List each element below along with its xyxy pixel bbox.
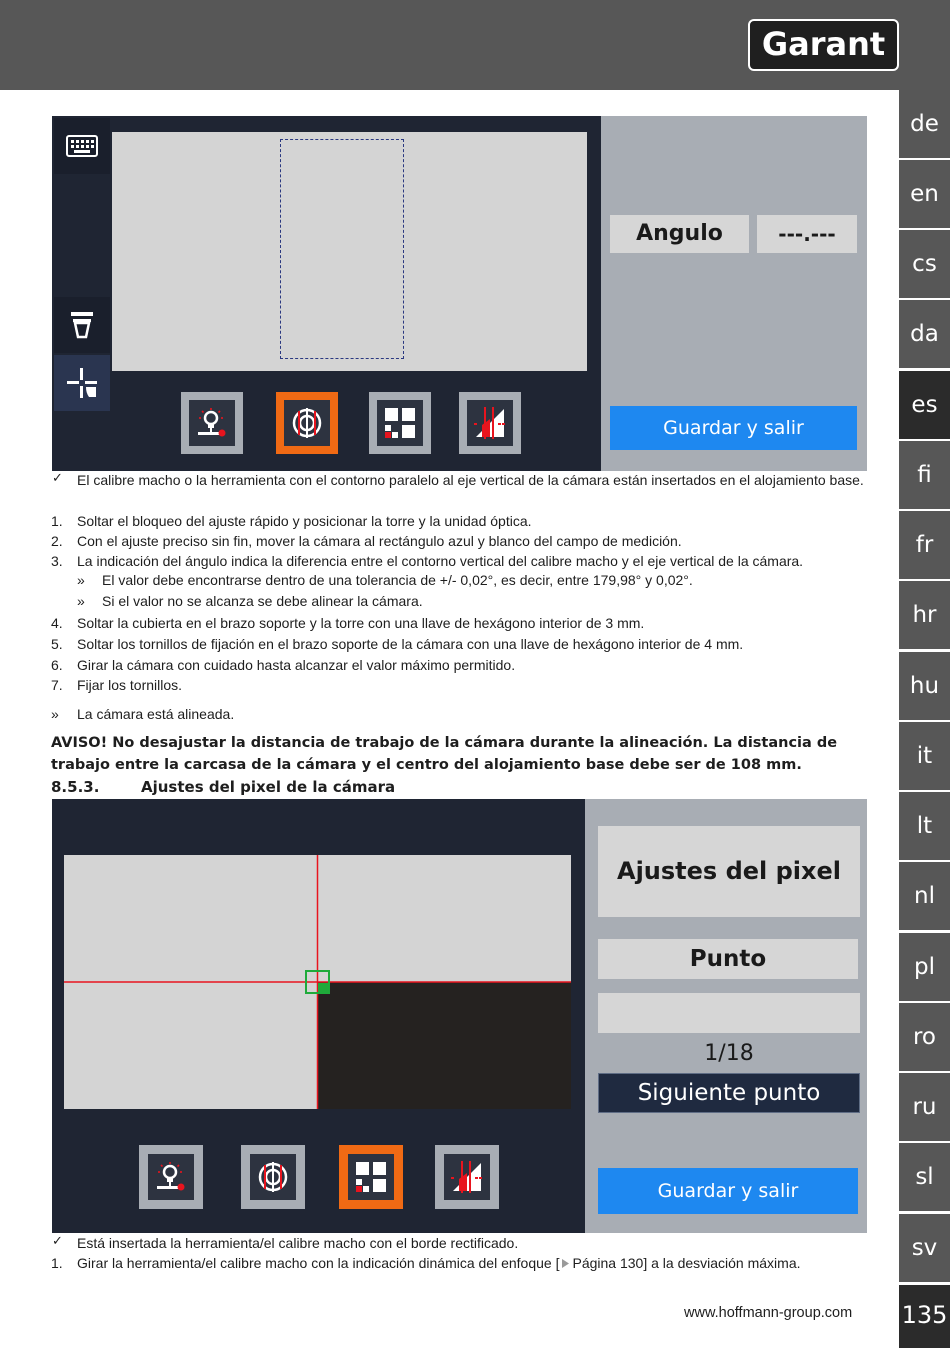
tool-light-button[interactable] (139, 1145, 203, 1209)
step-number: 3. (51, 553, 63, 569)
tool-grid-button[interactable] (369, 392, 431, 454)
pixel-settings-screen (52, 799, 867, 1233)
lang-tab-pl[interactable]: pl (899, 933, 950, 1001)
focus-icon (289, 405, 325, 441)
step-text: Soltar el bloqueo del ajuste rápido y posicionar la torre y la unidad óptica. (77, 513, 532, 529)
point-counter: 1/18 (704, 1041, 754, 1066)
step-number: 7. (51, 677, 63, 693)
result-text: La cámara está alineada. (77, 706, 235, 722)
camera-view (64, 855, 571, 1109)
save-and-exit-button[interactable]: Guardar y salir (598, 1168, 858, 1214)
step-number: 5. (51, 636, 63, 652)
step-text (77, 1253, 877, 1273)
substep-text: El valor debe encontrarse dentro de una tolerancia de +/- 0,02°, es decir, entre 179,98° y 0,02°. (102, 572, 693, 588)
check-mark-icon: ✓ (52, 471, 63, 486)
page-reference-link[interactable]: Página 130 (572, 1255, 644, 1271)
substep-mark: » (77, 572, 85, 588)
step-text: Con el ajuste preciso sin fin, mover la cámara al rectángulo azul y blanco del campo de medición. (77, 533, 682, 549)
measurement-rectangle (280, 139, 404, 359)
camera-view (112, 132, 587, 371)
tool-grid-button[interactable] (339, 1145, 403, 1209)
keyboard-icon[interactable] (54, 118, 110, 174)
tool-light-button[interactable] (181, 392, 243, 454)
result-mark: » (51, 706, 59, 722)
tool-focus-button[interactable] (241, 1145, 305, 1209)
alignment-icon (449, 1159, 485, 1195)
step-text-start: Girar la herramienta/el calibre macho con la indicación dinámica del enfoque [ (77, 1255, 560, 1271)
lang-tab-fi[interactable]: fi (899, 441, 950, 509)
next-point-button[interactable]: Siguiente punto (598, 1073, 860, 1113)
section-number: 8.5.3. (51, 778, 100, 796)
lang-tab-hu[interactable]: hu (899, 652, 950, 720)
point-label: Punto (598, 939, 858, 979)
language-sidebar (899, 90, 950, 1348)
step-number: 1. (51, 513, 63, 529)
grid-icon (354, 1160, 388, 1194)
precondition-text: Está insertada la herramienta/el calibre macho con el borde rectificado. (77, 1235, 519, 1251)
substep-text: Si el valor no se alcanza se debe alinear la cámara. (102, 593, 423, 609)
step-number: 2. (51, 533, 63, 549)
step-text: Girar la cámara con cuidado hasta alcanzar el valor máximo permitido. (77, 657, 516, 673)
lang-tab-es[interactable]: es (899, 371, 950, 439)
angle-value: ---.--- (757, 215, 857, 253)
save-and-exit-button[interactable]: Guardar y salir (610, 406, 857, 450)
page-number: 135 (899, 1285, 950, 1348)
alignment-icon (472, 405, 508, 441)
lang-tab-ro[interactable]: ro (899, 1003, 950, 1071)
grid-icon (383, 406, 417, 440)
lang-tab-en[interactable]: en (899, 160, 950, 228)
substep-mark: » (77, 593, 85, 609)
lang-tab-lt[interactable]: lt (899, 792, 950, 860)
lang-tab-de[interactable]: de (899, 90, 950, 158)
light-icon (195, 406, 229, 440)
holder-icon[interactable] (54, 297, 110, 353)
lang-tab-ru[interactable]: ru (899, 1073, 950, 1141)
side-toolbar (52, 116, 112, 471)
step-number: 4. (51, 615, 63, 631)
tool-alignment-button[interactable] (459, 392, 521, 454)
step-text-end: ] a la desviación máxima. (643, 1255, 801, 1271)
focus-icon (255, 1159, 291, 1195)
step-number: 6. (51, 657, 63, 673)
play-arrow-icon (561, 1258, 570, 1269)
lang-tab-fr[interactable]: fr (899, 511, 950, 579)
tool-alignment-button[interactable] (435, 1145, 499, 1209)
angle-label: Angulo (610, 215, 749, 253)
garant-logo: Garant (748, 19, 899, 71)
step-number: 1. (51, 1255, 63, 1271)
check-mark-icon: ✓ (52, 1234, 63, 1249)
point-value-field (598, 993, 860, 1033)
panel-title: Ajustes del pixel (598, 826, 860, 917)
lang-tab-da[interactable]: da (899, 300, 950, 368)
crosshair-icon[interactable] (54, 355, 110, 411)
section-title: Ajustes del pixel de la cámara (141, 778, 396, 796)
angle-panel (601, 116, 867, 471)
step-text: Soltar la cubierta en el brazo soporte y la torre con una llave de hexágono interior de 3 mm. (77, 615, 645, 631)
tool-focus-button[interactable] (276, 392, 338, 454)
precondition-text: El calibre macho o la herramienta con el contorno paralelo al eje vertical de la cámara están insertados en el alojamiento base. (77, 472, 864, 488)
camera-alignment-screen (52, 116, 867, 471)
page-header (0, 0, 950, 90)
lang-tab-sv[interactable]: sv (899, 1214, 950, 1282)
light-icon (154, 1160, 188, 1194)
pixel-settings-panel (585, 799, 867, 1233)
crosshair-overlay (64, 855, 571, 1109)
lang-tab-it[interactable]: it (899, 722, 950, 790)
notice-text: AVISO! No desajustar la distancia de trabajo de la cámara durante la alineación. La distancia de trabajo entre la carcasa de la cámara y el centro del alojamiento base debe ser de 108 mm. (51, 735, 838, 773)
footer-url[interactable]: www.hoffmann-group.com (684, 1305, 853, 1321)
lang-tab-sl[interactable]: sl (899, 1143, 950, 1211)
lang-tab-cs[interactable]: cs (899, 230, 950, 298)
lang-tab-hr[interactable]: hr (899, 581, 950, 649)
step-text: Soltar los tornillos de fijación en el brazo soporte de la cámara con una llave de hexágono interior de 4 mm. (77, 636, 744, 652)
step-text: La indicación del ángulo indica la diferencia entre el contorno vertical del calibre macho y el eje vertical de la cámara. (77, 553, 804, 569)
lang-tab-nl[interactable]: nl (899, 862, 950, 930)
step-text: Fijar los tornillos. (77, 677, 183, 693)
